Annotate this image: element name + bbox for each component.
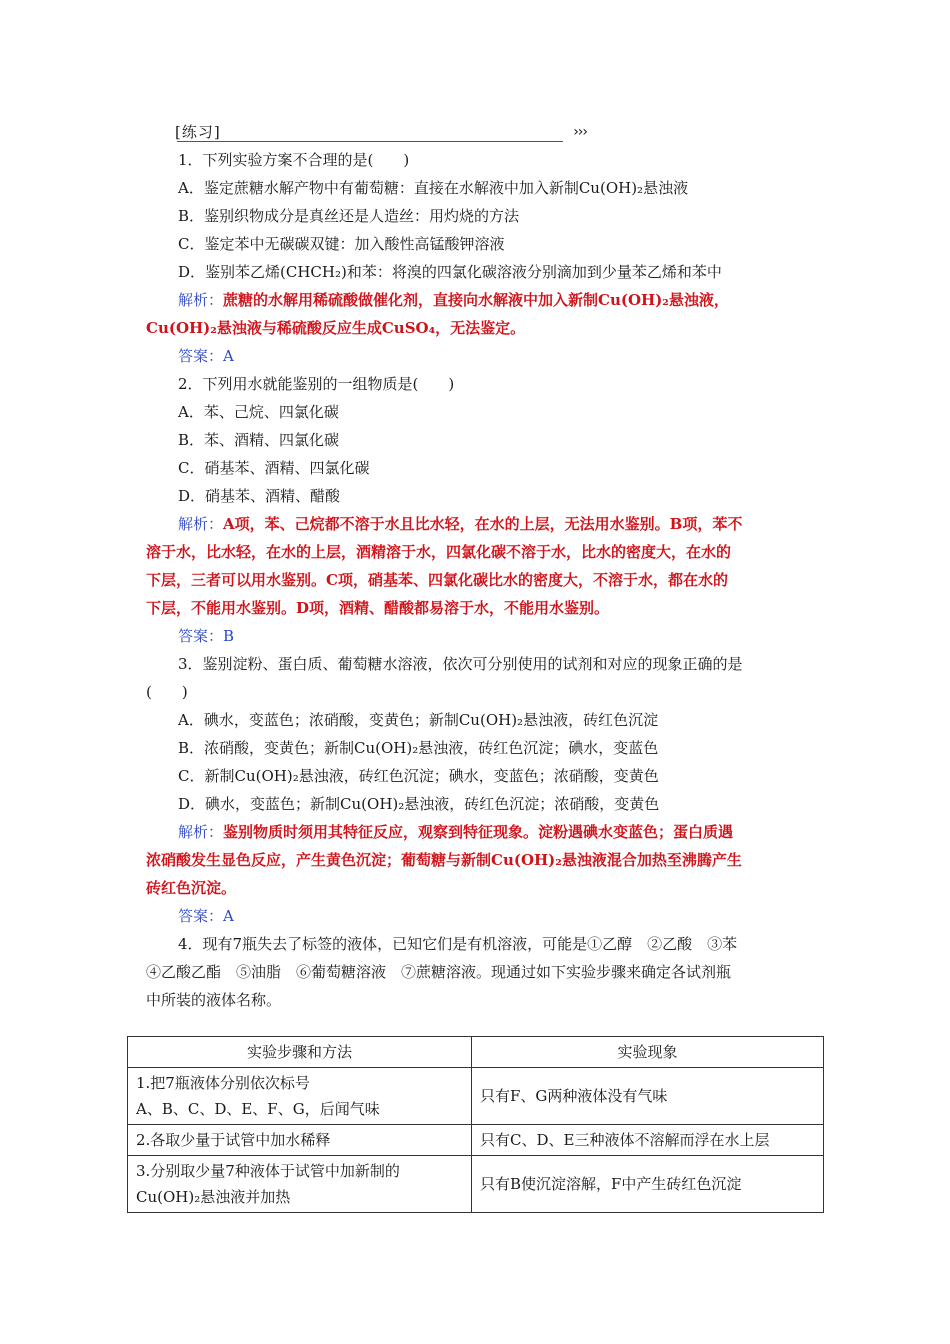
question-2-analysis-line: 下层，三者可以用水鉴别。C项，硝基苯、四氯化碳比水的密度大，不溶于水，都在水的 xyxy=(146,571,728,589)
question-2-option-a: A．苯、己烷、四氯化碳 xyxy=(178,403,339,421)
analysis-label: 解析： xyxy=(178,291,224,309)
question-3-analysis-line: 砖红色沉淀。 xyxy=(146,879,237,897)
experiment-table xyxy=(127,1036,824,1213)
exercise-tag: [练习] xyxy=(175,123,221,141)
question-2-answer: 答案：B xyxy=(178,627,235,645)
question-4-stem-line: ④乙酸乙酯 ⑤油脂 ⑥葡萄糖溶液 ⑦蔗糖溶液。现通过如下实验步骤来确定各试剂瓶 xyxy=(146,963,732,981)
question-3-analysis: 解析：鉴别物质时须用其特征反应，观察到特征现象。淀粉遇碘水变蓝色；蛋白质遇 xyxy=(178,823,734,841)
question-3-option-c: C．新制Cu(OH)₂悬浊液，砖红色沉淀；碘水，变蓝色；浓硝酸，变黄色 xyxy=(178,767,659,785)
question-2-analysis-line: 溶于水，比水轻，在水的上层，酒精溶于水，四氯化碳不溶于水，比水的密度大，在水的 xyxy=(146,543,732,561)
question-2-analysis-line: 下层，不能用水鉴别。D项，酒精、醋酸都易溶于水，不能用水鉴别。 xyxy=(146,599,610,617)
table-cell: 只有B使沉淀溶解，F中产生砖红色沉淀 xyxy=(472,1156,824,1213)
question-1-option-b: B．鉴别织物成分是真丝还是人造丝：用灼烧的方法 xyxy=(178,207,520,225)
table-row xyxy=(128,1125,824,1156)
question-4-stem-line: 中所装的液体名称。 xyxy=(146,991,282,1009)
header-rule xyxy=(177,141,563,142)
question-2-option-c: C．硝基苯、酒精、四氯化碳 xyxy=(178,459,370,477)
question-3-stem: 3．鉴别淀粉、蛋白质、葡萄糖水溶液，依次可分别使用的试剂和对应的现象正确的是 xyxy=(178,655,743,673)
question-2-stem: 2．下列用水就能鉴别的一组物质是( ) xyxy=(178,375,455,393)
question-4-stem: 4．现有7瓶失去了标签的液体，已知它们是有机溶液，可能是①乙醇 ②乙酸 ③苯 xyxy=(178,935,738,953)
question-1-option-a: A．鉴定蔗糖水解产物中有葡萄糖：直接在水解液中加入新制Cu(OH)₂悬浊液 xyxy=(178,179,689,197)
question-2-analysis: 解析：A项，苯、己烷都不溶于水且比水轻，在水的上层，无法用水鉴别。B项，苯不 xyxy=(178,515,743,533)
question-3-option-a: A．碘水，变蓝色；浓硝酸，变黄色；新制Cu(OH)₂悬浊液，砖红色沉淀 xyxy=(178,711,659,729)
exercise-header xyxy=(175,122,595,144)
analysis-label: 解析： xyxy=(178,515,224,533)
table-cell: 2.各取少量于试管中加水稀释 xyxy=(128,1125,472,1156)
question-3-option-d: D．碘水，变蓝色；新制Cu(OH)₂悬浊液，砖红色沉淀；浓硝酸，变黄色 xyxy=(178,795,660,813)
question-2-option-d: D．硝基苯、酒精、醋酸 xyxy=(178,487,341,505)
question-1-option-c: C．鉴定苯中无碳碳双键：加入酸性高锰酸钾溶液 xyxy=(178,235,505,253)
table-cell: 1.把7瓶液体分别依次标号 A、B、C、D、E、F、G，后闻气味 xyxy=(128,1068,472,1125)
question-2-option-b: B．苯、酒精、四氯化碳 xyxy=(178,431,340,449)
table-cell: 3.分别取少量7种液体于试管中加新制的 Cu(OH)₂悬浊液并加热 xyxy=(128,1156,472,1213)
chevron-right-icon: ››› xyxy=(573,124,587,140)
question-1-option-d: D．鉴别苯乙烯(CHCH₂)和苯：将溴的四氯化碳溶液分别滴加到少量苯乙烯和苯中 xyxy=(178,263,722,281)
table-row xyxy=(128,1156,824,1213)
analysis-label: 解析： xyxy=(178,823,224,841)
table-header-row xyxy=(128,1037,824,1068)
question-3-option-b: B．浓硝酸，变黄色；新制Cu(OH)₂悬浊液，砖红色沉淀；碘水，变蓝色 xyxy=(178,739,659,757)
question-1-analysis: 解析：蔗糖的水解用稀硫酸做催化剂，直接向水解液中加入新制Cu(OH)₂悬浊液， xyxy=(178,291,729,309)
question-3-answer: 答案：A xyxy=(178,907,234,925)
table-row xyxy=(128,1068,824,1125)
table-header-cell: 实验现象 xyxy=(472,1037,824,1068)
table-header-cell: 实验步骤和方法 xyxy=(128,1037,472,1068)
question-1-answer: 答案：A xyxy=(178,347,234,365)
question-3-analysis-line: 浓硝酸发生显色反应，产生黄色沉淀；葡萄糖与新制Cu(OH)₂悬浊液混合加热至沸腾产生 xyxy=(146,851,742,869)
question-1-analysis-line: Cu(OH)₂悬浊液与稀硫酸反应生成CuSO₄，无法鉴定。 xyxy=(146,319,526,337)
question-1-stem: 1．下列实验方案不合理的是( ) xyxy=(178,151,410,169)
table-cell: 只有C、D、E三种液体不溶解而浮在水上层 xyxy=(472,1125,824,1156)
question-3-stem-line: ( ) xyxy=(146,683,188,701)
table-cell: 只有F、G两种液体没有气味 xyxy=(472,1068,824,1125)
